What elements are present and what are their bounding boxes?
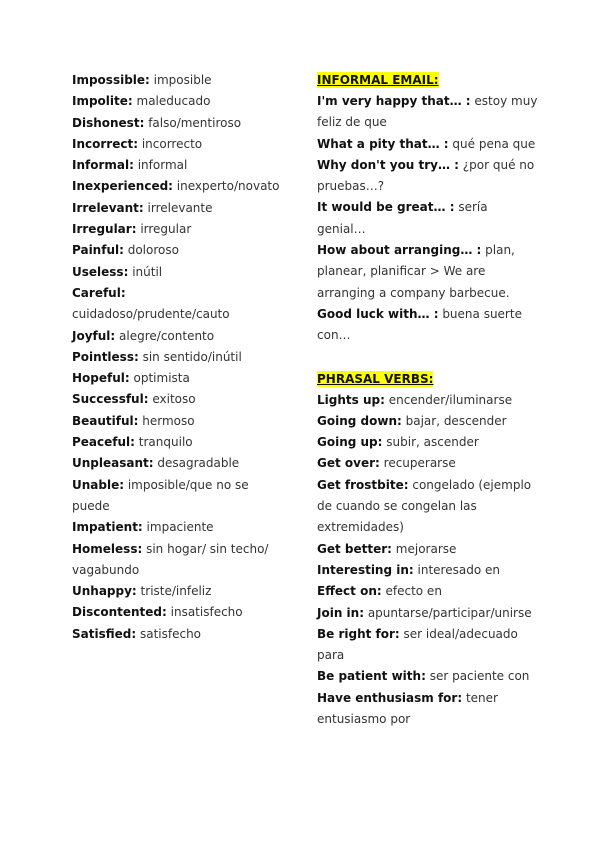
vocab-meaning: inútil xyxy=(128,264,163,279)
vocab-meaning: desagradable xyxy=(153,456,240,471)
vocab-meaning: sería genial… xyxy=(317,200,488,236)
vocab-meaning: apuntarse/participar/unirse xyxy=(364,605,532,620)
vocab-term: Impatient: xyxy=(72,520,143,535)
vocab-entry xyxy=(317,411,539,432)
vocab-term: Impossible: xyxy=(72,73,150,87)
vocab-term: Lights up: xyxy=(317,392,385,407)
vocab-entry xyxy=(317,560,539,581)
vocab-entry xyxy=(317,304,539,347)
vocab-meaning: ser paciente con xyxy=(425,669,530,684)
vocab-term: Painful: xyxy=(72,243,124,258)
vocab-term: Incorrect: xyxy=(72,136,138,151)
vocab-term: Careful: xyxy=(72,285,126,300)
vocab-entry xyxy=(317,453,539,474)
vocab-term: Discontented: xyxy=(72,605,167,620)
vocab-meaning: ser ideal/adecuado para xyxy=(317,626,518,663)
vocab-meaning: subir, ascender xyxy=(382,435,479,450)
vocab-entry xyxy=(72,602,282,623)
vocab-term: Satisfied: xyxy=(72,626,137,641)
vocab-entry xyxy=(72,326,282,347)
vocab-entry xyxy=(72,283,282,326)
phrasal-verbs-heading: PHRASAL VERBS: xyxy=(317,371,434,386)
vocab-term: Unhappy: xyxy=(72,584,137,599)
vocab-entry xyxy=(72,432,282,453)
vocab-meaning: tener entusiasmo por xyxy=(317,690,498,727)
vocab-meaning: hermoso xyxy=(138,413,195,428)
vocab-entry xyxy=(72,581,282,602)
vocab-meaning: cuidadoso/prudente/cauto xyxy=(72,307,230,322)
vocab-meaning: plan, planear, planificar > We are arranging a company barbecue. xyxy=(317,243,515,300)
vocab-meaning: efecto en xyxy=(381,584,442,599)
vocab-meaning: sin sentido/inútil xyxy=(138,349,242,364)
phrasal-verbs-section xyxy=(317,369,539,731)
vocab-entry xyxy=(72,624,282,645)
vocab-entry xyxy=(72,262,282,283)
vocab-entry xyxy=(72,347,282,368)
vocab-term: Informal: xyxy=(72,158,134,173)
vocab-entry xyxy=(72,389,282,410)
vocab-meaning: ¿por qué no pruebas…? xyxy=(317,157,535,194)
vocab-meaning: triste/infeliz xyxy=(136,584,212,599)
vocab-entry xyxy=(72,176,282,197)
vocab-entry xyxy=(317,390,539,411)
vocab-meaning: irregular xyxy=(136,222,192,237)
vocab-entry xyxy=(72,475,282,518)
vocab-entry xyxy=(72,517,282,538)
vocab-entry xyxy=(72,113,282,134)
vocab-entry xyxy=(72,240,282,261)
vocab-meaning: exitoso xyxy=(148,392,196,407)
vocab-entry xyxy=(317,581,539,602)
vocab-entry xyxy=(72,368,282,389)
vocab-meaning: imposible xyxy=(149,73,212,87)
vocab-term: Pointless: xyxy=(72,349,139,364)
informal-email-list xyxy=(317,91,539,347)
vocab-term: Useless: xyxy=(72,264,129,279)
vocab-entry xyxy=(317,155,539,198)
vocab-meaning: sin hogar/ sin techo/ vagabundo xyxy=(72,541,269,577)
vocab-meaning: insatisfecho xyxy=(166,605,243,620)
vocab-term: Beautiful: xyxy=(72,413,139,428)
vocab-entry xyxy=(317,91,539,134)
vocab-meaning: tranquilo xyxy=(134,435,193,450)
vocab-entry xyxy=(317,197,539,240)
vocab-meaning: incorrecto xyxy=(138,136,203,151)
vocab-meaning: buena suerte con… xyxy=(317,306,522,343)
vocab-term: Hopeful: xyxy=(72,371,130,386)
vocab-term: Dishonest: xyxy=(72,115,145,130)
vocab-meaning: alegre/contento xyxy=(115,328,215,343)
vocab-term: Unable: xyxy=(72,477,125,492)
vocab-entry xyxy=(317,240,539,304)
vocab-meaning: falso/mentiroso xyxy=(144,115,242,130)
informal-email-heading: INFORMAL EMAIL: xyxy=(317,73,439,87)
vocab-term: Why don't you try… : xyxy=(317,157,459,172)
vocab-entry xyxy=(72,219,282,240)
phrasal-verbs-list xyxy=(317,390,539,731)
vocab-term: Get frostbite: xyxy=(317,477,409,492)
vocab-term: It would be great… : xyxy=(317,200,455,215)
vocab-term: How about arranging… : xyxy=(317,243,482,258)
vocabulary-column-left xyxy=(72,70,282,645)
vocab-term: Have enthusiasm for: xyxy=(317,690,463,705)
vocab-term: Irrelevant: xyxy=(72,200,144,215)
vocab-meaning: doloroso xyxy=(123,243,179,258)
vocab-meaning: irrelevante xyxy=(143,200,213,215)
vocab-meaning: mejorarse xyxy=(391,541,457,556)
vocab-entry xyxy=(317,688,539,731)
vocab-meaning: encender/iluminarse xyxy=(384,392,513,407)
vocabulary-column-right xyxy=(317,70,539,730)
section-spacer xyxy=(317,347,539,369)
vocab-entry xyxy=(317,624,539,667)
vocab-term: Going down: xyxy=(317,413,402,428)
vocab-meaning: inexperto/novato xyxy=(172,179,280,194)
vocab-term: Joyful: xyxy=(72,328,116,343)
vocab-entry xyxy=(317,432,539,453)
vocab-entry xyxy=(72,198,282,219)
vocab-meaning: estoy muy feliz de que xyxy=(317,94,538,130)
vocab-term: Get better: xyxy=(317,541,392,556)
vocab-term: Effect on: xyxy=(317,584,382,599)
vocab-term: Get over: xyxy=(317,456,380,471)
vocab-meaning: informal xyxy=(133,158,188,173)
vocab-entry xyxy=(72,453,282,474)
vocab-entry xyxy=(72,155,282,176)
vocab-term: Interesting in: xyxy=(317,562,414,577)
vocab-meaning: qué pena que xyxy=(448,136,536,151)
vocab-term: What a pity that… : xyxy=(317,136,449,151)
vocab-term: I'm very happy that… : xyxy=(317,94,471,108)
vocab-entry xyxy=(72,134,282,155)
vocab-term: Irregular: xyxy=(72,222,137,237)
vocab-term: Peaceful: xyxy=(72,435,135,450)
vocab-entry xyxy=(72,70,282,91)
vocab-meaning: congelado (ejemplo de cuando se congelan las extremidades) xyxy=(317,477,532,535)
vocab-entry xyxy=(72,539,282,582)
vocab-term: Unpleasant: xyxy=(72,456,154,471)
vocab-meaning: satisfecho xyxy=(136,626,202,641)
vocab-term: Successful: xyxy=(72,392,149,407)
vocab-term: Impolite: xyxy=(72,94,133,109)
vocab-meaning: impaciente xyxy=(142,520,214,535)
vocab-meaning: maleducado xyxy=(132,94,211,109)
vocab-entry xyxy=(317,539,539,560)
vocab-meaning: recuperarse xyxy=(379,456,456,471)
vocab-meaning: bajar, descender xyxy=(401,413,507,428)
vocab-entry xyxy=(317,134,539,155)
vocab-meaning: imposible/que no se puede xyxy=(72,477,249,513)
vocab-entry xyxy=(317,666,539,687)
vocab-entry xyxy=(317,603,539,624)
vocab-term: Be right for: xyxy=(317,626,400,641)
vocab-meaning: interesado en xyxy=(413,562,500,577)
vocab-term: Be patient with: xyxy=(317,669,426,684)
vocab-term: Homeless: xyxy=(72,541,143,556)
vocab-entry xyxy=(72,411,282,432)
vocab-term: Join in: xyxy=(317,605,364,620)
vocab-term: Good luck with… : xyxy=(317,306,439,321)
vocab-entry xyxy=(72,91,282,112)
vocab-term: Going up: xyxy=(317,435,383,450)
vocab-entry xyxy=(317,475,539,539)
vocab-meaning: optimista xyxy=(129,371,190,386)
vocab-term: Inexperienced: xyxy=(72,179,173,194)
informal-email-section xyxy=(317,70,539,347)
